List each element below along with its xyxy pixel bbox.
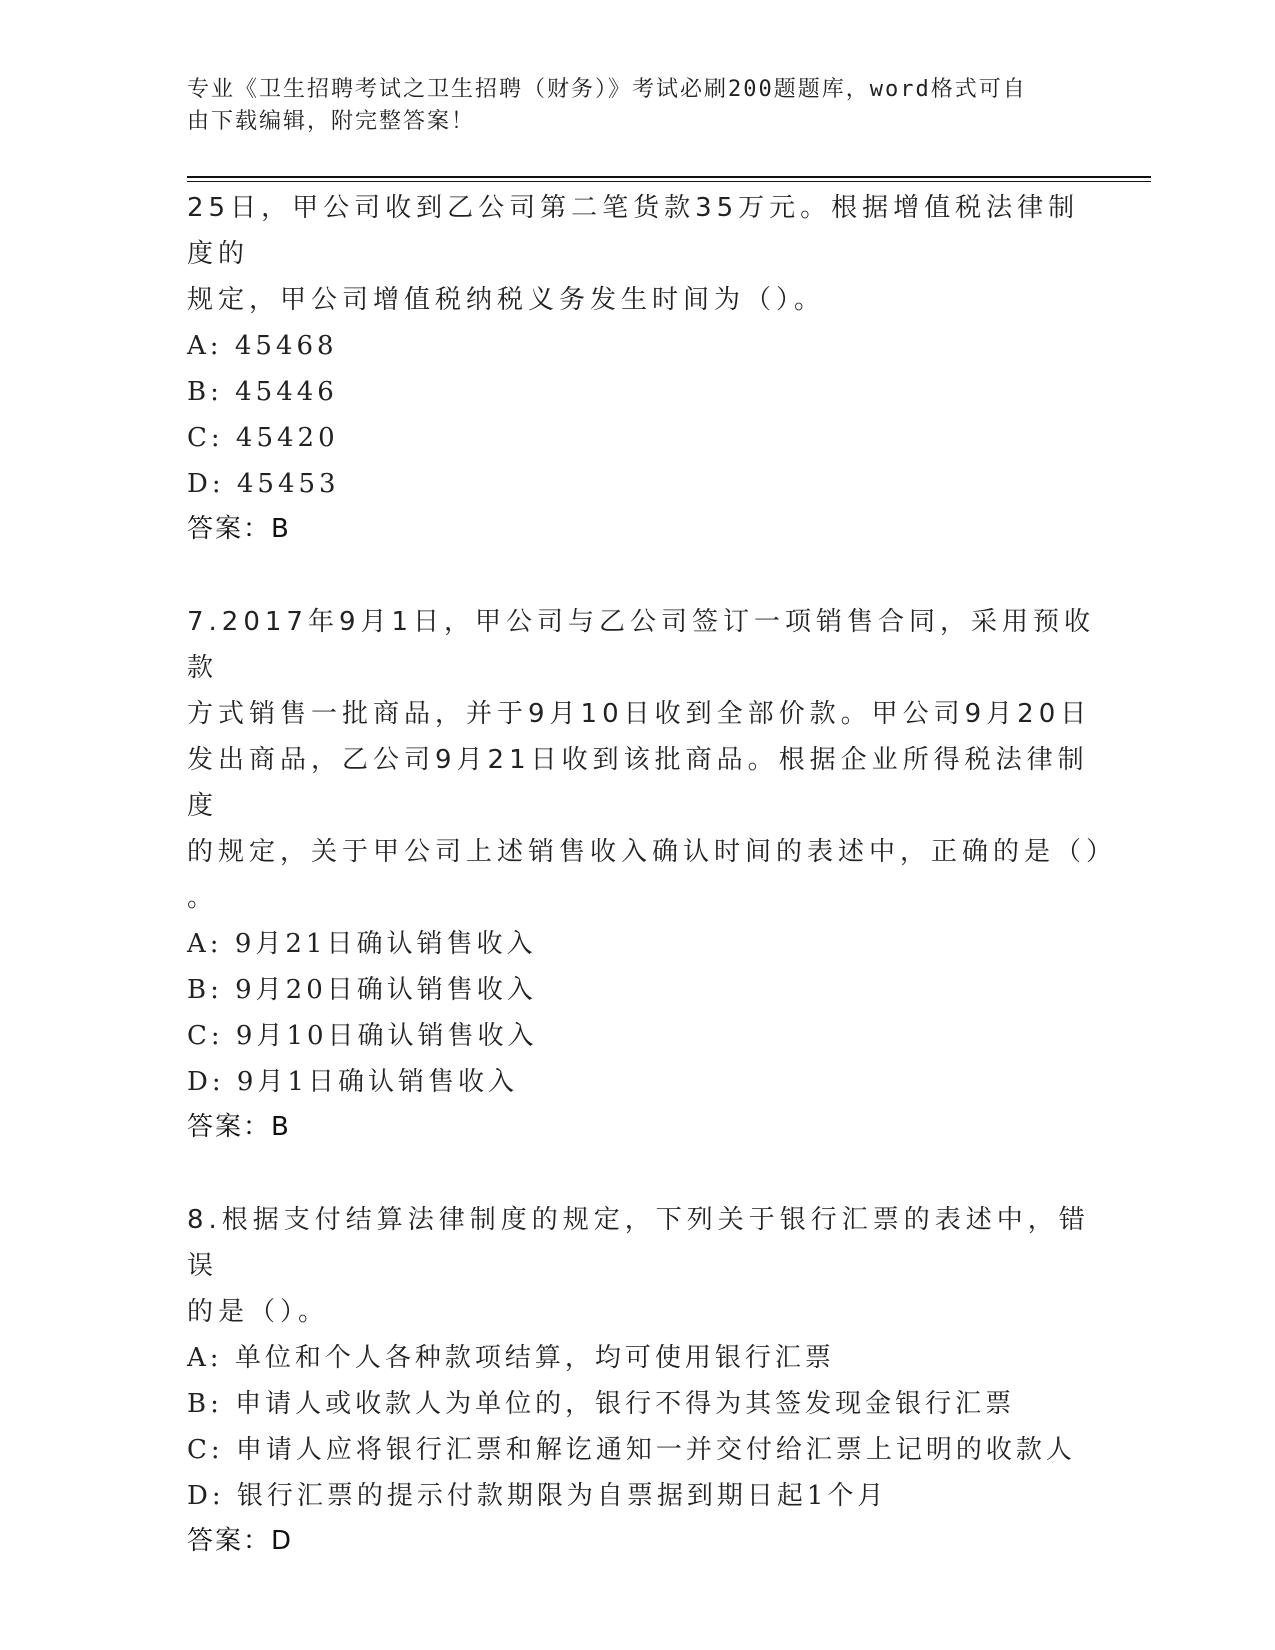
option-label: C: [187,1435,224,1465]
header-divider-thin [187,181,1151,182]
option-label: D: [187,1067,225,1097]
option-text: 45420 [235,423,339,453]
document-header [187,74,1067,138]
question-list [187,185,1118,1563]
option-text: 单位和个人各种款项结算，均可使用银行汇票 [234,1343,835,1373]
header-line-2: 由下载编辑，附完整答案！ [187,109,476,134]
option-label: A: [187,1343,223,1373]
question-6-option-c [187,415,1107,461]
question-7 [187,599,1118,1149]
question-8-line-1: 8.根据支付结算法律制度的规定，下列关于银行汇票的表述中，错误 [187,1205,1090,1281]
option-label: D: [187,1481,225,1511]
spacer [187,1149,1107,1197]
question-8-option-b [187,1381,1107,1427]
question-8-answer: 答案：D [187,1526,294,1556]
question-6-answer: 答案：B [187,514,291,544]
option-label: C: [187,1021,224,1051]
question-7-line-2: 方式销售一批商品，并于9月10日收到全部价款。甲公司9月20日 [187,699,1092,729]
question-6 [187,185,1107,551]
header-line-1: 专业《卫生招聘考试之卫生招聘（财务）》考试必刷200题题库，word格式可自 [187,77,1027,102]
question-8-option-a [187,1335,1107,1381]
option-text: 银行汇票的提示付款期限为自票据到期日起1个月 [236,1481,888,1511]
option-text: 9月20日确认销售收入 [235,975,537,1005]
option-label: C: [187,423,224,453]
option-text: 9月1日确认销售收入 [236,1067,518,1097]
question-6-option-b [187,369,1107,415]
option-text: 45446 [235,377,338,407]
option-text: 9月10日确认销售收入 [235,1021,538,1051]
question-7-line-3: 发出商品，乙公司9月21日收到该批商品。根据企业所得税法律制度 [187,745,1089,821]
question-7-line-1: 7.2017年9月1日，甲公司与乙公司签订一项销售合同，采用预收款 [187,607,1096,683]
option-label: B: [187,377,223,407]
question-6-option-d [187,461,1107,507]
option-label: D: [187,469,225,499]
question-6-option-a [187,323,1107,369]
question-6-line-1: 25日，甲公司收到乙公司第二笔货款35万元。根据增值税法律制度的 [187,193,1080,269]
option-label: A: [187,331,223,361]
question-7-option-a [187,921,1107,967]
option-text: 申请人或收款人为单位的，银行不得为其签发现金银行汇票 [235,1389,1016,1419]
question-8-option-c [187,1427,1107,1473]
option-text: 45453 [236,469,340,499]
question-6-line-2: 规定，甲公司增值税纳税义务发生时间为（）。 [187,285,826,315]
question-7-option-c [187,1013,1107,1059]
question-7-answer: 答案：B [187,1112,291,1142]
question-7-line-5: 。 [187,883,219,913]
option-text: 申请人应将银行汇票和解讫通知一并交付给汇票上记明的收款人 [235,1435,1076,1465]
question-7-option-b [187,967,1107,1013]
question-7-line-4: 的规定，关于甲公司上述销售收入确认时间的表述中，正确的是（） [187,837,1118,867]
question-7-option-d [187,1059,1107,1105]
question-8 [187,1197,1107,1563]
option-text: 45468 [234,331,338,361]
option-label: B: [187,975,223,1005]
header-divider-thick [187,176,1151,178]
question-8-option-d [187,1473,1107,1519]
option-label: A: [187,929,223,959]
option-label: B: [187,1389,223,1419]
option-text: 9月21日确认销售收入 [234,929,537,959]
question-8-line-2: 的是（）。 [187,1297,330,1327]
spacer [187,551,1107,599]
